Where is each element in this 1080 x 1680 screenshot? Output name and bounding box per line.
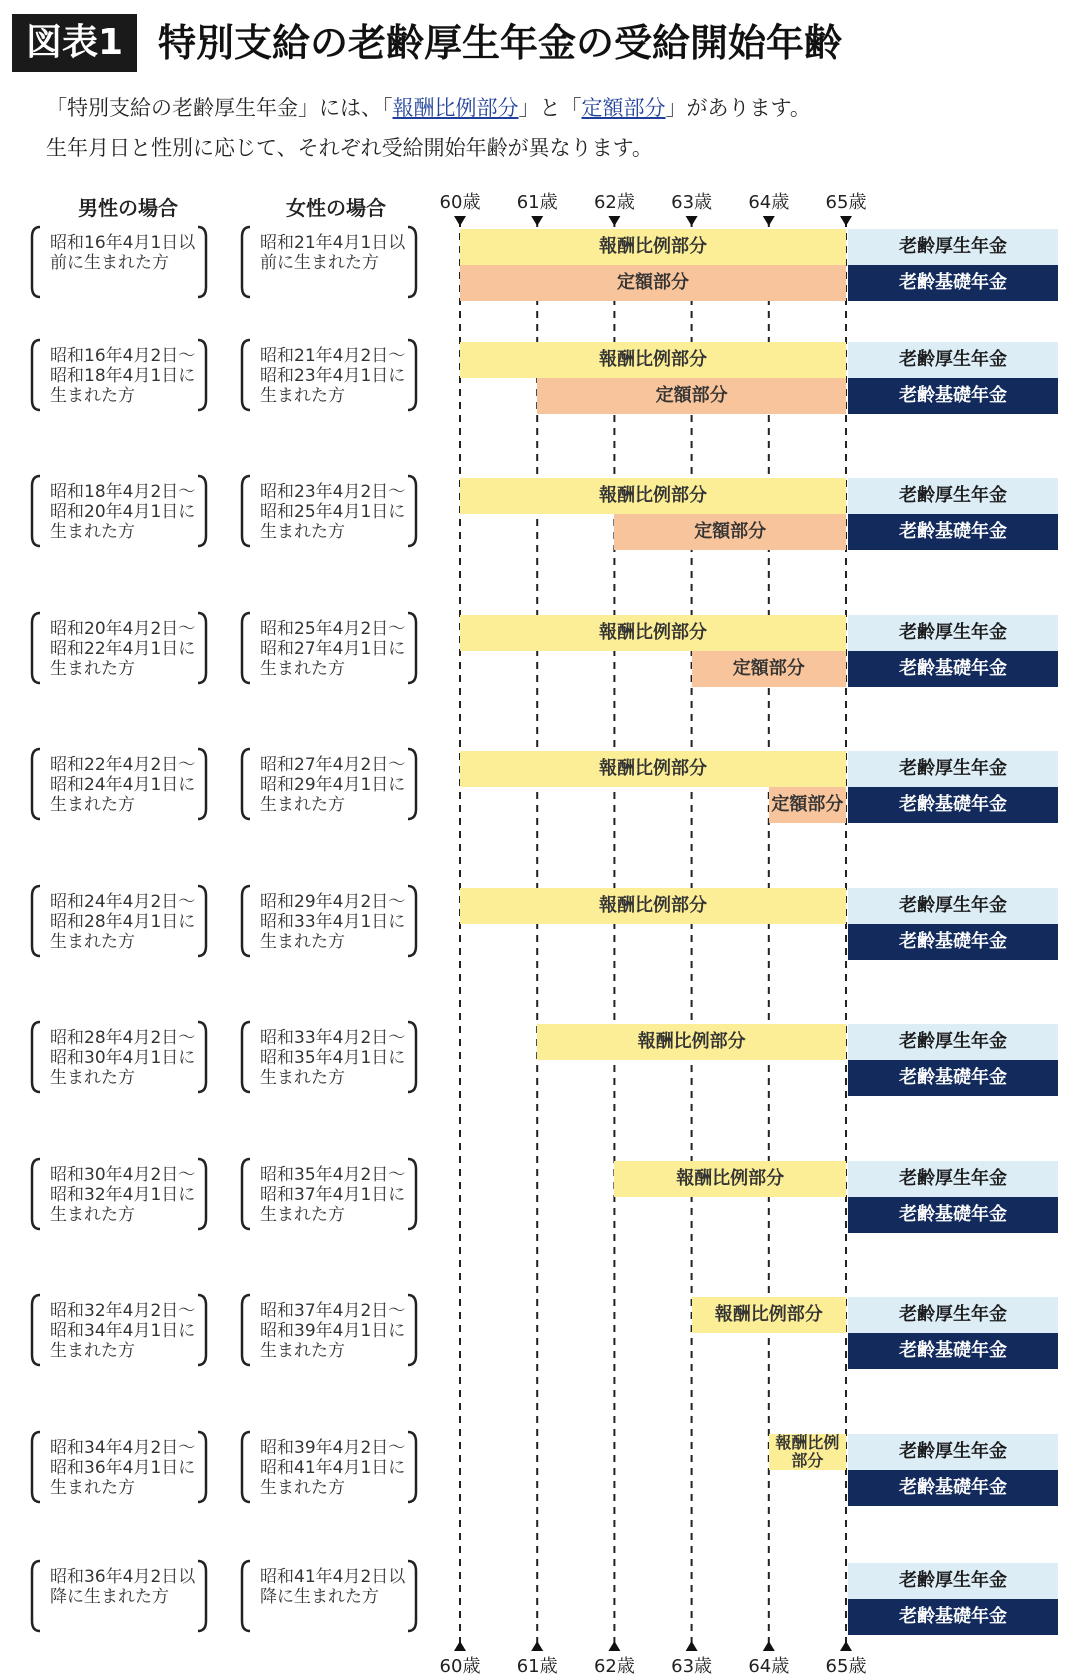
kiso-nenkin-bar: 老齢基礎年金 [848, 1470, 1058, 1506]
hourei-bar: 報酬比例部分 [692, 1297, 846, 1333]
age-label-bottom-61: 61歳 [516, 1656, 558, 1677]
age-marker-top-60 [454, 216, 466, 226]
kosei-nenkin-bar: 老齢厚生年金 [848, 1563, 1058, 1599]
link-teigaku[interactable]: 定額部分 [581, 96, 666, 120]
age-marker-top-61 [531, 216, 543, 226]
female-birthdate-bracket [238, 1430, 420, 1504]
hourei-bar: 報酬比例部分 [460, 615, 846, 651]
female-birthdate-bracket [238, 338, 420, 412]
intro-text-a: 「特別支給の老齢厚生年金」には、「 [46, 96, 393, 120]
teigaku-bar: 定額部分 [692, 651, 846, 687]
age-label-bottom-63: 63歳 [671, 1656, 713, 1677]
age-label-top-64: 64歳 [748, 192, 790, 213]
female-birthdate-label: 昭和21年4月1日以前に生まれた方 [260, 233, 406, 273]
female-birthdate-bracket [238, 1293, 420, 1367]
hourei-bar: 報酬比例部分 [460, 478, 846, 514]
kosei-nenkin-bar: 老齢厚生年金 [848, 888, 1058, 924]
teigaku-bar: 定額部分 [614, 514, 846, 550]
male-birthdate-bracket [28, 1293, 210, 1367]
intro-line-2: 生年月日と性別に応じて、それぞれ受給開始年齢が異なります。 [46, 136, 653, 160]
female-birthdate-label: 昭和37年4月2日～昭和39年4月1日に生まれた方 [260, 1301, 406, 1361]
hourei-bar: 報酬比例 部分 [769, 1434, 846, 1470]
kiso-nenkin-bar: 老齢基礎年金 [848, 514, 1058, 550]
male-birthdate-bracket [28, 225, 210, 299]
age-marker-bottom-64 [763, 1641, 775, 1651]
age-label-bottom-64: 64歳 [748, 1656, 790, 1677]
kiso-nenkin-bar: 老齢基礎年金 [848, 265, 1058, 301]
kiso-nenkin-bar: 老齢基礎年金 [848, 378, 1058, 414]
female-birthdate-bracket [238, 474, 420, 548]
male-birthdate-bracket [28, 611, 210, 685]
hourei-bar: 報酬比例部分 [460, 342, 846, 378]
male-birthdate-label: 昭和22年4月2日～昭和24年4月1日に生まれた方 [50, 755, 196, 815]
kosei-nenkin-bar: 老齢厚生年金 [848, 1434, 1058, 1470]
age-marker-top-63 [686, 216, 698, 226]
female-birthdate-label: 昭和21年4月2日～昭和23年4月1日に生まれた方 [260, 346, 406, 406]
kosei-nenkin-bar: 老齢厚生年金 [848, 229, 1058, 265]
kiso-nenkin-bar: 老齢基礎年金 [848, 1197, 1058, 1233]
female-birthdate-label: 昭和33年4月2日～昭和35年4月1日に生まれた方 [260, 1028, 406, 1088]
male-birthdate-label: 昭和16年4月2日～昭和18年4月1日に生まれた方 [50, 346, 196, 406]
male-birthdate-bracket [28, 747, 210, 821]
male-birthdate-label: 昭和32年4月2日～昭和34年4月1日に生まれた方 [50, 1301, 196, 1361]
teigaku-bar: 定額部分 [769, 787, 846, 823]
kiso-nenkin-bar: 老齢基礎年金 [848, 924, 1058, 960]
female-birthdate-label: 昭和35年4月2日～昭和37年4月1日に生まれた方 [260, 1165, 406, 1225]
age-label-bottom-65: 65歳 [825, 1656, 867, 1677]
female-birthdate-label: 昭和23年4月2日～昭和25年4月1日に生まれた方 [260, 482, 406, 542]
female-birthdate-bracket [238, 747, 420, 821]
hourei-bar: 報酬比例部分 [460, 751, 846, 787]
female-birthdate-label: 昭和41年4月2日以降に生まれた方 [260, 1567, 406, 1607]
age-marker-bottom-60 [454, 1641, 466, 1651]
male-birthdate-label: 昭和34年4月2日～昭和36年4月1日に生まれた方 [50, 1438, 196, 1498]
kosei-nenkin-bar: 老齢厚生年金 [848, 478, 1058, 514]
teigaku-bar: 定額部分 [537, 378, 846, 414]
age-marker-bottom-62 [608, 1641, 620, 1651]
male-birthdate-bracket [28, 884, 210, 958]
male-birthdate-bracket [28, 1020, 210, 1094]
male-birthdate-bracket [28, 1559, 210, 1633]
age-marker-top-65 [840, 216, 852, 226]
kosei-nenkin-bar: 老齢厚生年金 [848, 615, 1058, 651]
male-birthdate-label: 昭和18年4月2日～昭和20年4月1日に生まれた方 [50, 482, 196, 542]
female-birthdate-bracket [238, 225, 420, 299]
female-birthdate-bracket [238, 611, 420, 685]
kosei-nenkin-bar: 老齢厚生年金 [848, 751, 1058, 787]
age-label-top-60: 60歳 [439, 192, 481, 213]
age-label-bottom-62: 62歳 [593, 1656, 635, 1677]
male-birthdate-label: 昭和28年4月2日～昭和30年4月1日に生まれた方 [50, 1028, 196, 1088]
kiso-nenkin-bar: 老齢基礎年金 [848, 651, 1058, 687]
intro-text-c: 」があります。 [665, 96, 811, 120]
male-birthdate-bracket [28, 1430, 210, 1504]
female-birthdate-label: 昭和39年4月2日～昭和41年4月1日に生まれた方 [260, 1438, 406, 1498]
female-birthdate-label: 昭和27年4月2日～昭和29年4月1日に生まれた方 [260, 755, 406, 815]
age-marker-top-62 [608, 216, 620, 226]
male-birthdate-label: 昭和16年4月1日以前に生まれた方 [50, 233, 196, 273]
age-marker-bottom-65 [840, 1641, 852, 1651]
female-birthdate-label: 昭和25年4月2日～昭和27年4月1日に生まれた方 [260, 619, 406, 679]
age-marker-top-64 [763, 216, 775, 226]
age-label-top-62: 62歳 [593, 192, 635, 213]
hourei-bar: 報酬比例部分 [614, 1161, 846, 1197]
kosei-nenkin-bar: 老齢厚生年金 [848, 1297, 1058, 1333]
kiso-nenkin-bar: 老齢基礎年金 [848, 1060, 1058, 1096]
intro-text-b: 」と「 [518, 96, 582, 120]
male-column-header: 男性の場合 [78, 196, 178, 220]
male-birthdate-label: 昭和36年4月2日以降に生まれた方 [50, 1567, 196, 1607]
female-column-header: 女性の場合 [286, 196, 386, 220]
kosei-nenkin-bar: 老齢厚生年金 [848, 1024, 1058, 1060]
kiso-nenkin-bar: 老齢基礎年金 [848, 787, 1058, 823]
male-birthdate-bracket [28, 338, 210, 412]
hourei-bar: 報酬比例部分 [460, 229, 846, 265]
female-birthdate-bracket [238, 1020, 420, 1094]
male-birthdate-label: 昭和20年4月2日～昭和22年4月1日に生まれた方 [50, 619, 196, 679]
kiso-nenkin-bar: 老齢基礎年金 [848, 1333, 1058, 1369]
age-label-top-61: 61歳 [516, 192, 558, 213]
male-birthdate-label: 昭和24年4月2日～昭和28年4月1日に生まれた方 [50, 892, 196, 952]
female-birthdate-bracket [238, 1157, 420, 1231]
female-birthdate-bracket [238, 884, 420, 958]
kiso-nenkin-bar: 老齢基礎年金 [848, 1599, 1058, 1635]
figure-tag: 図表1 [12, 14, 137, 72]
age-label-top-63: 63歳 [671, 192, 713, 213]
page-title: 特別支給の老齢厚生年金の受給開始年齢 [158, 21, 843, 65]
age-label-bottom-60: 60歳 [439, 1656, 481, 1677]
kosei-nenkin-bar: 老齢厚生年金 [848, 342, 1058, 378]
kosei-nenkin-bar: 老齢厚生年金 [848, 1161, 1058, 1197]
female-birthdate-label: 昭和29年4月2日～昭和33年4月1日に生まれた方 [260, 892, 406, 952]
hourei-bar: 報酬比例部分 [537, 1024, 846, 1060]
link-hourei[interactable]: 報酬比例部分 [392, 96, 519, 120]
female-birthdate-bracket [238, 1559, 420, 1633]
male-birthdate-label: 昭和30年4月2日～昭和32年4月1日に生まれた方 [50, 1165, 196, 1225]
age-marker-bottom-61 [531, 1641, 543, 1651]
male-birthdate-bracket [28, 474, 210, 548]
teigaku-bar: 定額部分 [460, 265, 846, 301]
age-marker-bottom-63 [686, 1641, 698, 1651]
male-birthdate-bracket [28, 1157, 210, 1231]
age-label-top-65: 65歳 [825, 192, 867, 213]
hourei-bar: 報酬比例部分 [460, 888, 846, 924]
